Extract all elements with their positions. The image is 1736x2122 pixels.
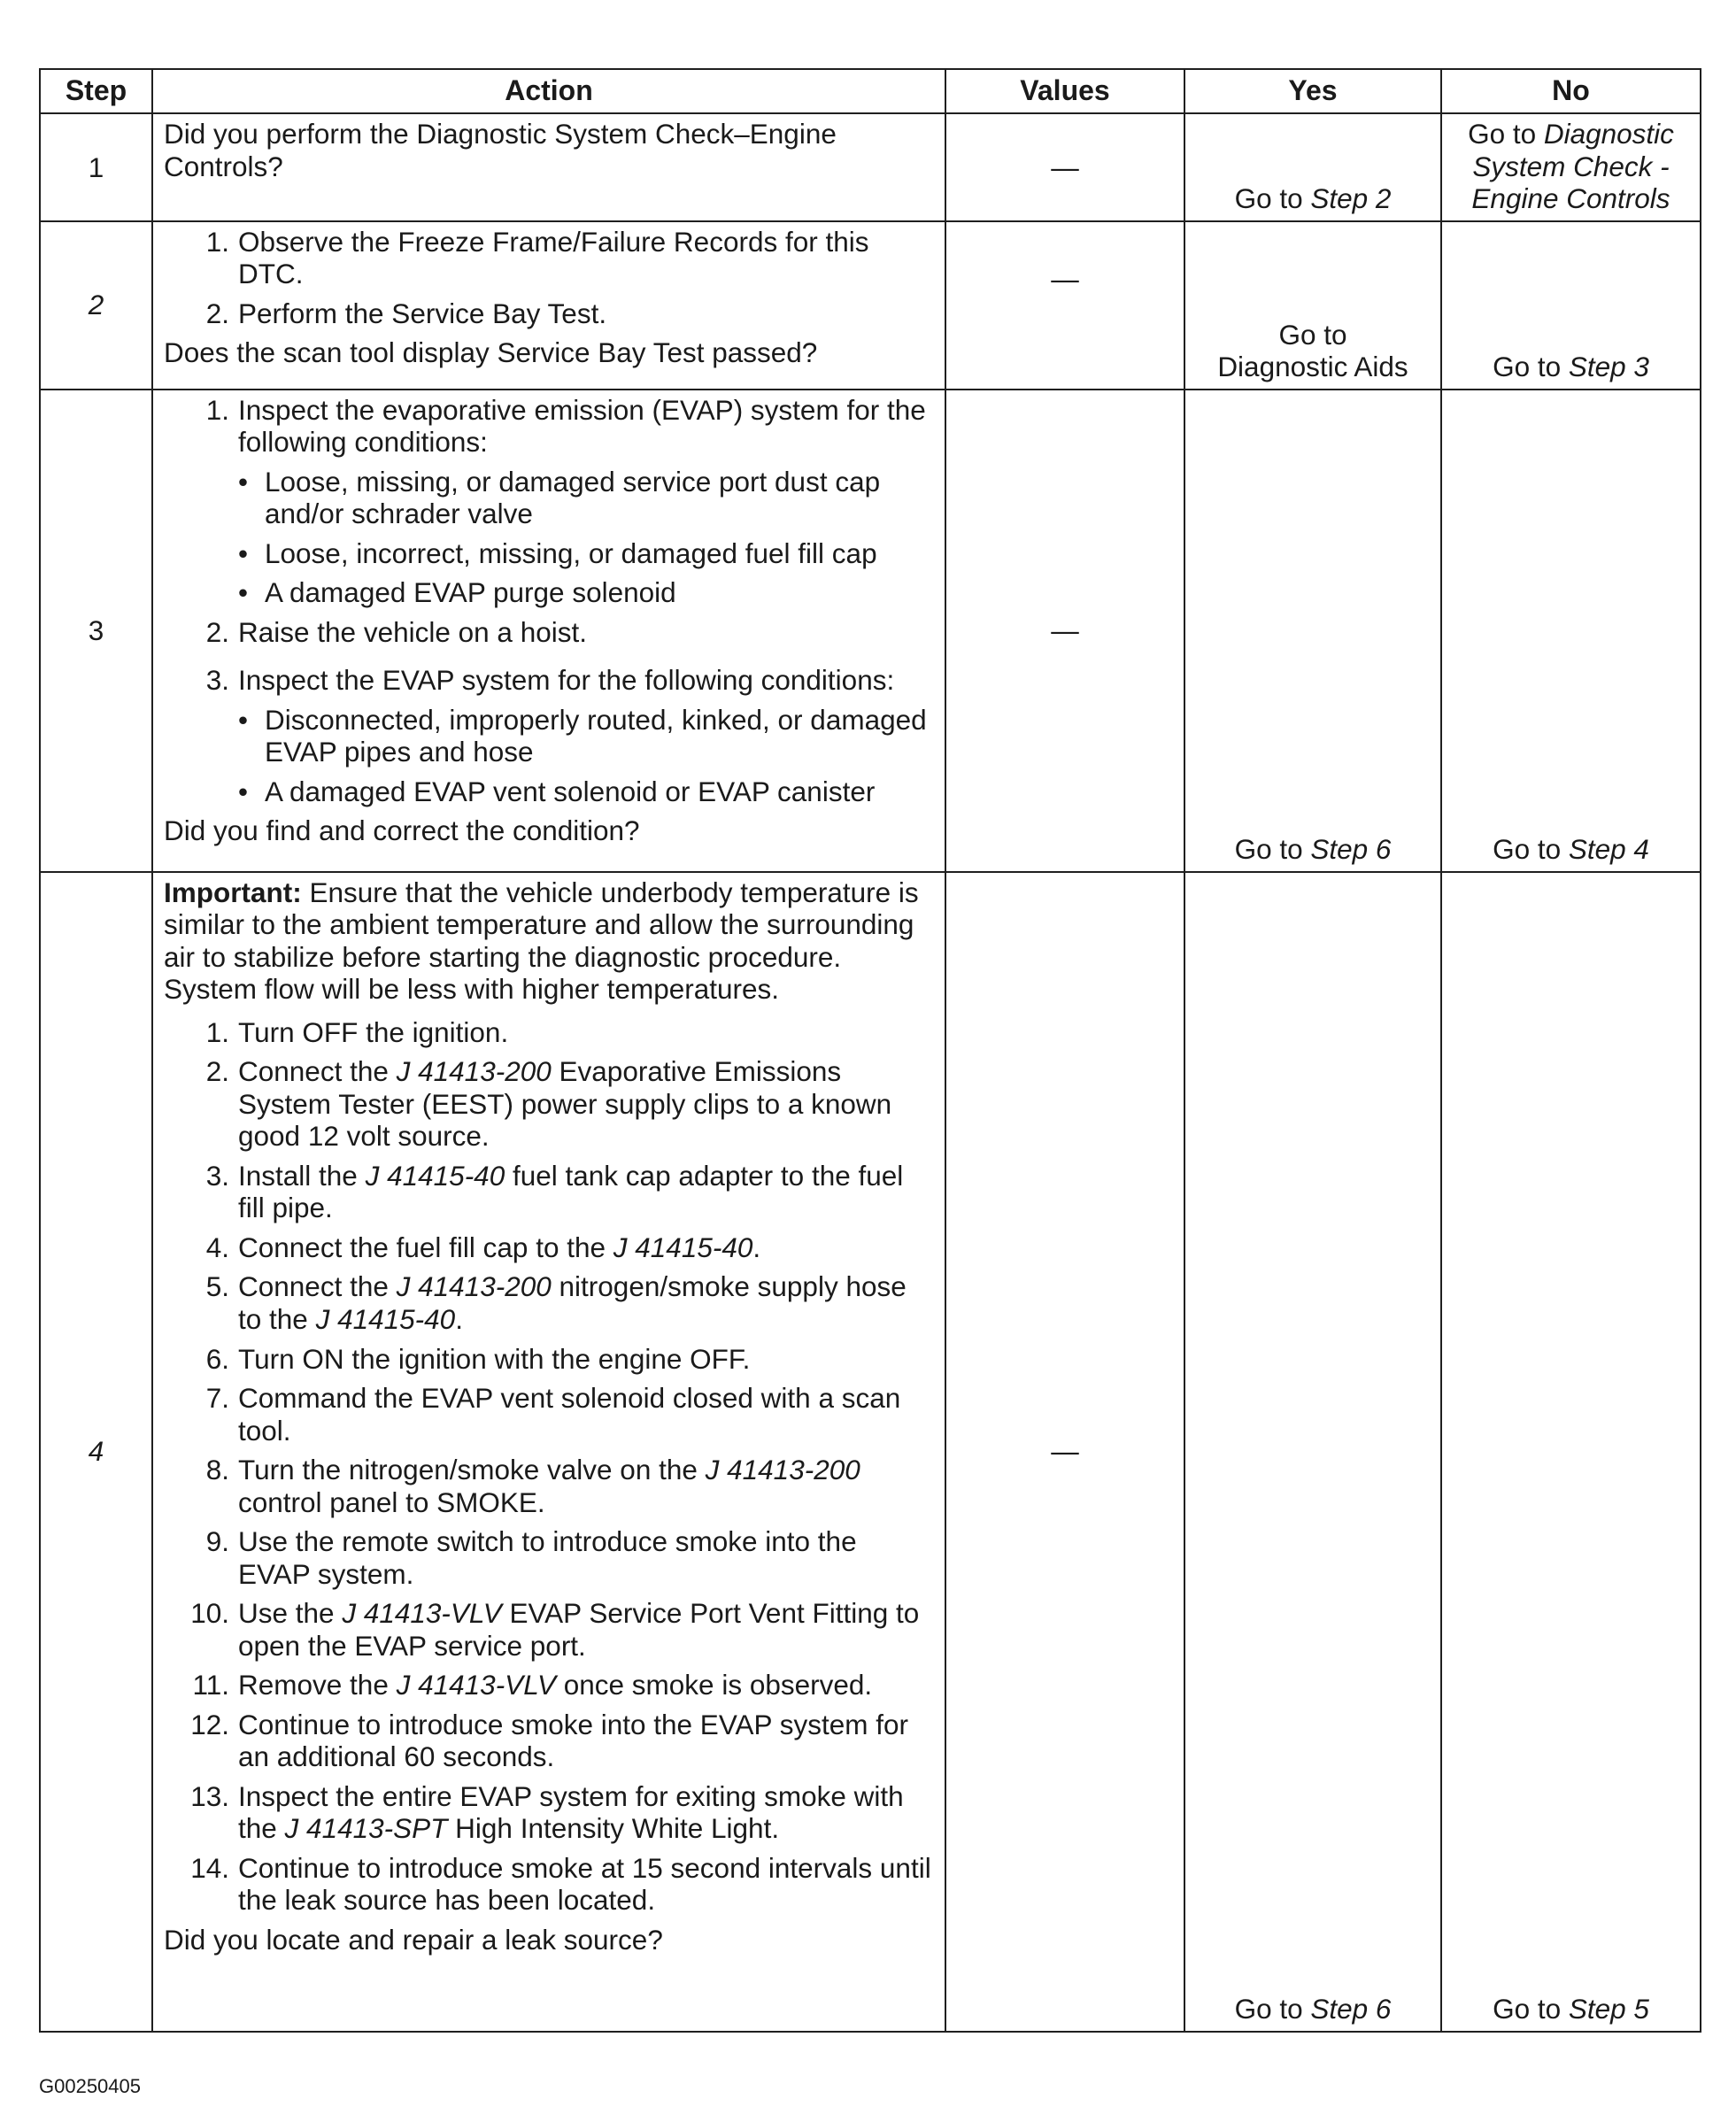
- tool-ref: J 41415-40: [613, 1231, 753, 1263]
- bullet-item: • Loose, incorrect, missing, or damaged fuel fill cap: [238, 536, 877, 569]
- tool-ref: J 41413-VLV: [396, 1669, 556, 1701]
- list-item: 7. Command the EVAP vent solenoid closed with a scan tool.: [205, 1382, 901, 1447]
- list-item: 5. Connect the J 41413-200 nitrogen/smoke supply hose to the J 41415-40.: [205, 1270, 907, 1335]
- yes-prefix: Go to: [1234, 1993, 1311, 2026]
- action-question: Does the scan tool display Service Bay Test passed?: [164, 336, 818, 369]
- list-item: 6. Turn ON the ignition with the engine OFF.: [205, 1342, 751, 1375]
- no-step-link[interactable]: Step 5: [1568, 1993, 1649, 2026]
- list-item: 1. Turn OFF the ignition.: [205, 1015, 509, 1048]
- table-row-step-4: [40, 872, 1701, 2032]
- bullet-item: • Loose, missing, or damaged service port dust cap and/or schrader valve: [238, 465, 881, 530]
- yes-step-link[interactable]: Step 6: [1310, 1993, 1392, 2026]
- bullet-item: • A damaged EVAP vent solenoid or EVAP canister: [238, 775, 876, 807]
- action-question: Did you find and correct the condition?: [164, 814, 640, 847]
- step-number: 2: [40, 221, 152, 390]
- no-prefix: Go to: [1468, 118, 1544, 150]
- important-text: Ensure that the vehicle underbody temperature is similar to the ambient temperature and allow the surrounding air to stabilize before starting the diagnostic procedure. System flow will be less with higher temperatures.: [164, 876, 919, 1006]
- header-yes: Yes: [1184, 69, 1441, 113]
- values-cell: —: [945, 390, 1184, 872]
- list-item: 2. Raise the vehicle on a hoist.: [205, 615, 587, 648]
- yes-cell: [1184, 221, 1441, 390]
- yes-cell: [1184, 390, 1441, 872]
- tool-ref: J 41413-200: [396, 1270, 552, 1303]
- no-cell: [1441, 113, 1701, 221]
- table-row-step-3: [40, 390, 1701, 872]
- values-cell: —: [945, 221, 1184, 390]
- diagnostic-table: [39, 68, 1701, 2033]
- action-cell: [152, 113, 945, 221]
- header-row: [40, 69, 1701, 113]
- step-number: 3: [40, 390, 152, 872]
- list-item: 10. Use the J 41413-VLV EVAP Service Port Vent Fitting to open the EVAP service port.: [190, 1597, 920, 1662]
- yes-cell: [1184, 872, 1441, 2032]
- action-cell: [152, 390, 945, 872]
- action-question: Did you perform the Diagnostic System Check–Engine Controls?: [164, 118, 837, 182]
- no-cell: [1441, 872, 1701, 2032]
- no-step-link[interactable]: Step 3: [1568, 351, 1649, 383]
- list-item: 1. Inspect the evaporative emission (EVAP) system for the following conditions:: [205, 393, 926, 459]
- list-item: 9. Use the remote switch to introduce smoke into the EVAP system.: [205, 1525, 857, 1590]
- list-item: 2. Connect the J 41413-200 Evaporative Emissions System Tester (EEST) power supply clips to a known good 12 volt source.: [205, 1055, 892, 1153]
- list-item: 4. Connect the fuel fill cap to the J 41415-40.: [205, 1231, 761, 1263]
- no-cell: [1441, 221, 1701, 390]
- tool-ref: J 41413-200: [396, 1055, 552, 1088]
- list-item: 13. Inspect the entire EVAP system for exiting smoke with the J 41413-SPT High Intensity White Light.: [190, 1779, 904, 1845]
- list-item: 11. Remove the J 41413-VLV once smoke is observed.: [192, 1669, 873, 1701]
- no-step-link[interactable]: Step 4: [1568, 833, 1649, 866]
- no-prefix: Go to: [1493, 833, 1569, 866]
- header-step: Step: [40, 69, 152, 113]
- values-cell: —: [945, 872, 1184, 2032]
- list-item: 8. Turn the nitrogen/smoke valve on the J 41413-200 control panel to SMOKE.: [205, 1454, 860, 1518]
- step-number: 1: [40, 113, 152, 221]
- yes-prefix: Go to: [1278, 318, 1347, 351]
- list-item: 14. Continue to introduce smoke at 15 second intervals until the leak source has been located.: [190, 1851, 931, 1917]
- important-note: [164, 876, 936, 1006]
- yes-step-link[interactable]: Step 6: [1310, 833, 1392, 866]
- step-number: 4: [40, 872, 152, 2032]
- list-item: 3. Inspect the EVAP system for the following conditions:: [205, 664, 895, 697]
- table-row-step-1: [40, 113, 1701, 221]
- tool-ref: J 41413-VLV: [342, 1597, 502, 1630]
- tool-ref: J 41415-40: [315, 1302, 456, 1335]
- action-cell: [152, 872, 945, 2032]
- tool-ref: J 41413-SPT: [284, 1812, 448, 1845]
- list-item: 2. Perform the Service Bay Test.: [205, 297, 607, 329]
- no-prefix: Go to: [1493, 351, 1569, 383]
- yes-prefix: Go to: [1234, 182, 1311, 215]
- header-no: No: [1441, 69, 1701, 113]
- header-values: Values: [945, 69, 1184, 113]
- values-cell: —: [945, 113, 1184, 221]
- no-diagnostic-link[interactable]: Diagnostic System Check - Engine Controls: [1471, 118, 1674, 215]
- list-item: 3. Install the J 41415-40 fuel tank cap adapter to the fuel fill pipe.: [205, 1159, 904, 1224]
- yes-cell: [1184, 113, 1441, 221]
- no-prefix: Go to: [1493, 1993, 1569, 2026]
- tool-ref: J 41413-200: [705, 1454, 860, 1486]
- bullet-item: • Disconnected, improperly routed, kinked, or damaged EVAP pipes and hose: [238, 703, 927, 768]
- yes-step-link[interactable]: Step 2: [1310, 182, 1392, 215]
- table-row-step-2: [40, 221, 1701, 390]
- yes-diagnostic-aids-link[interactable]: Diagnostic Aids: [1217, 351, 1408, 383]
- header-action: Action: [152, 69, 945, 113]
- diagnostic-table-container: [39, 68, 1700, 2033]
- no-cell: [1441, 390, 1701, 872]
- action-cell: [152, 221, 945, 390]
- list-item: 1. Observe the Freeze Frame/Failure Records for this DTC.: [205, 225, 869, 290]
- bullet-item: • A damaged EVAP purge solenoid: [238, 576, 676, 609]
- important-label: Important:: [164, 876, 302, 908]
- tool-ref: J 41415-40: [365, 1159, 505, 1192]
- figure-id: G00250405: [39, 2075, 141, 2097]
- list-item: 12. Continue to introduce smoke into the EVAP system for an additional 60 seconds.: [190, 1708, 908, 1773]
- action-question: Did you locate and repair a leak source?: [164, 1924, 663, 1956]
- yes-prefix: Go to: [1234, 833, 1311, 866]
